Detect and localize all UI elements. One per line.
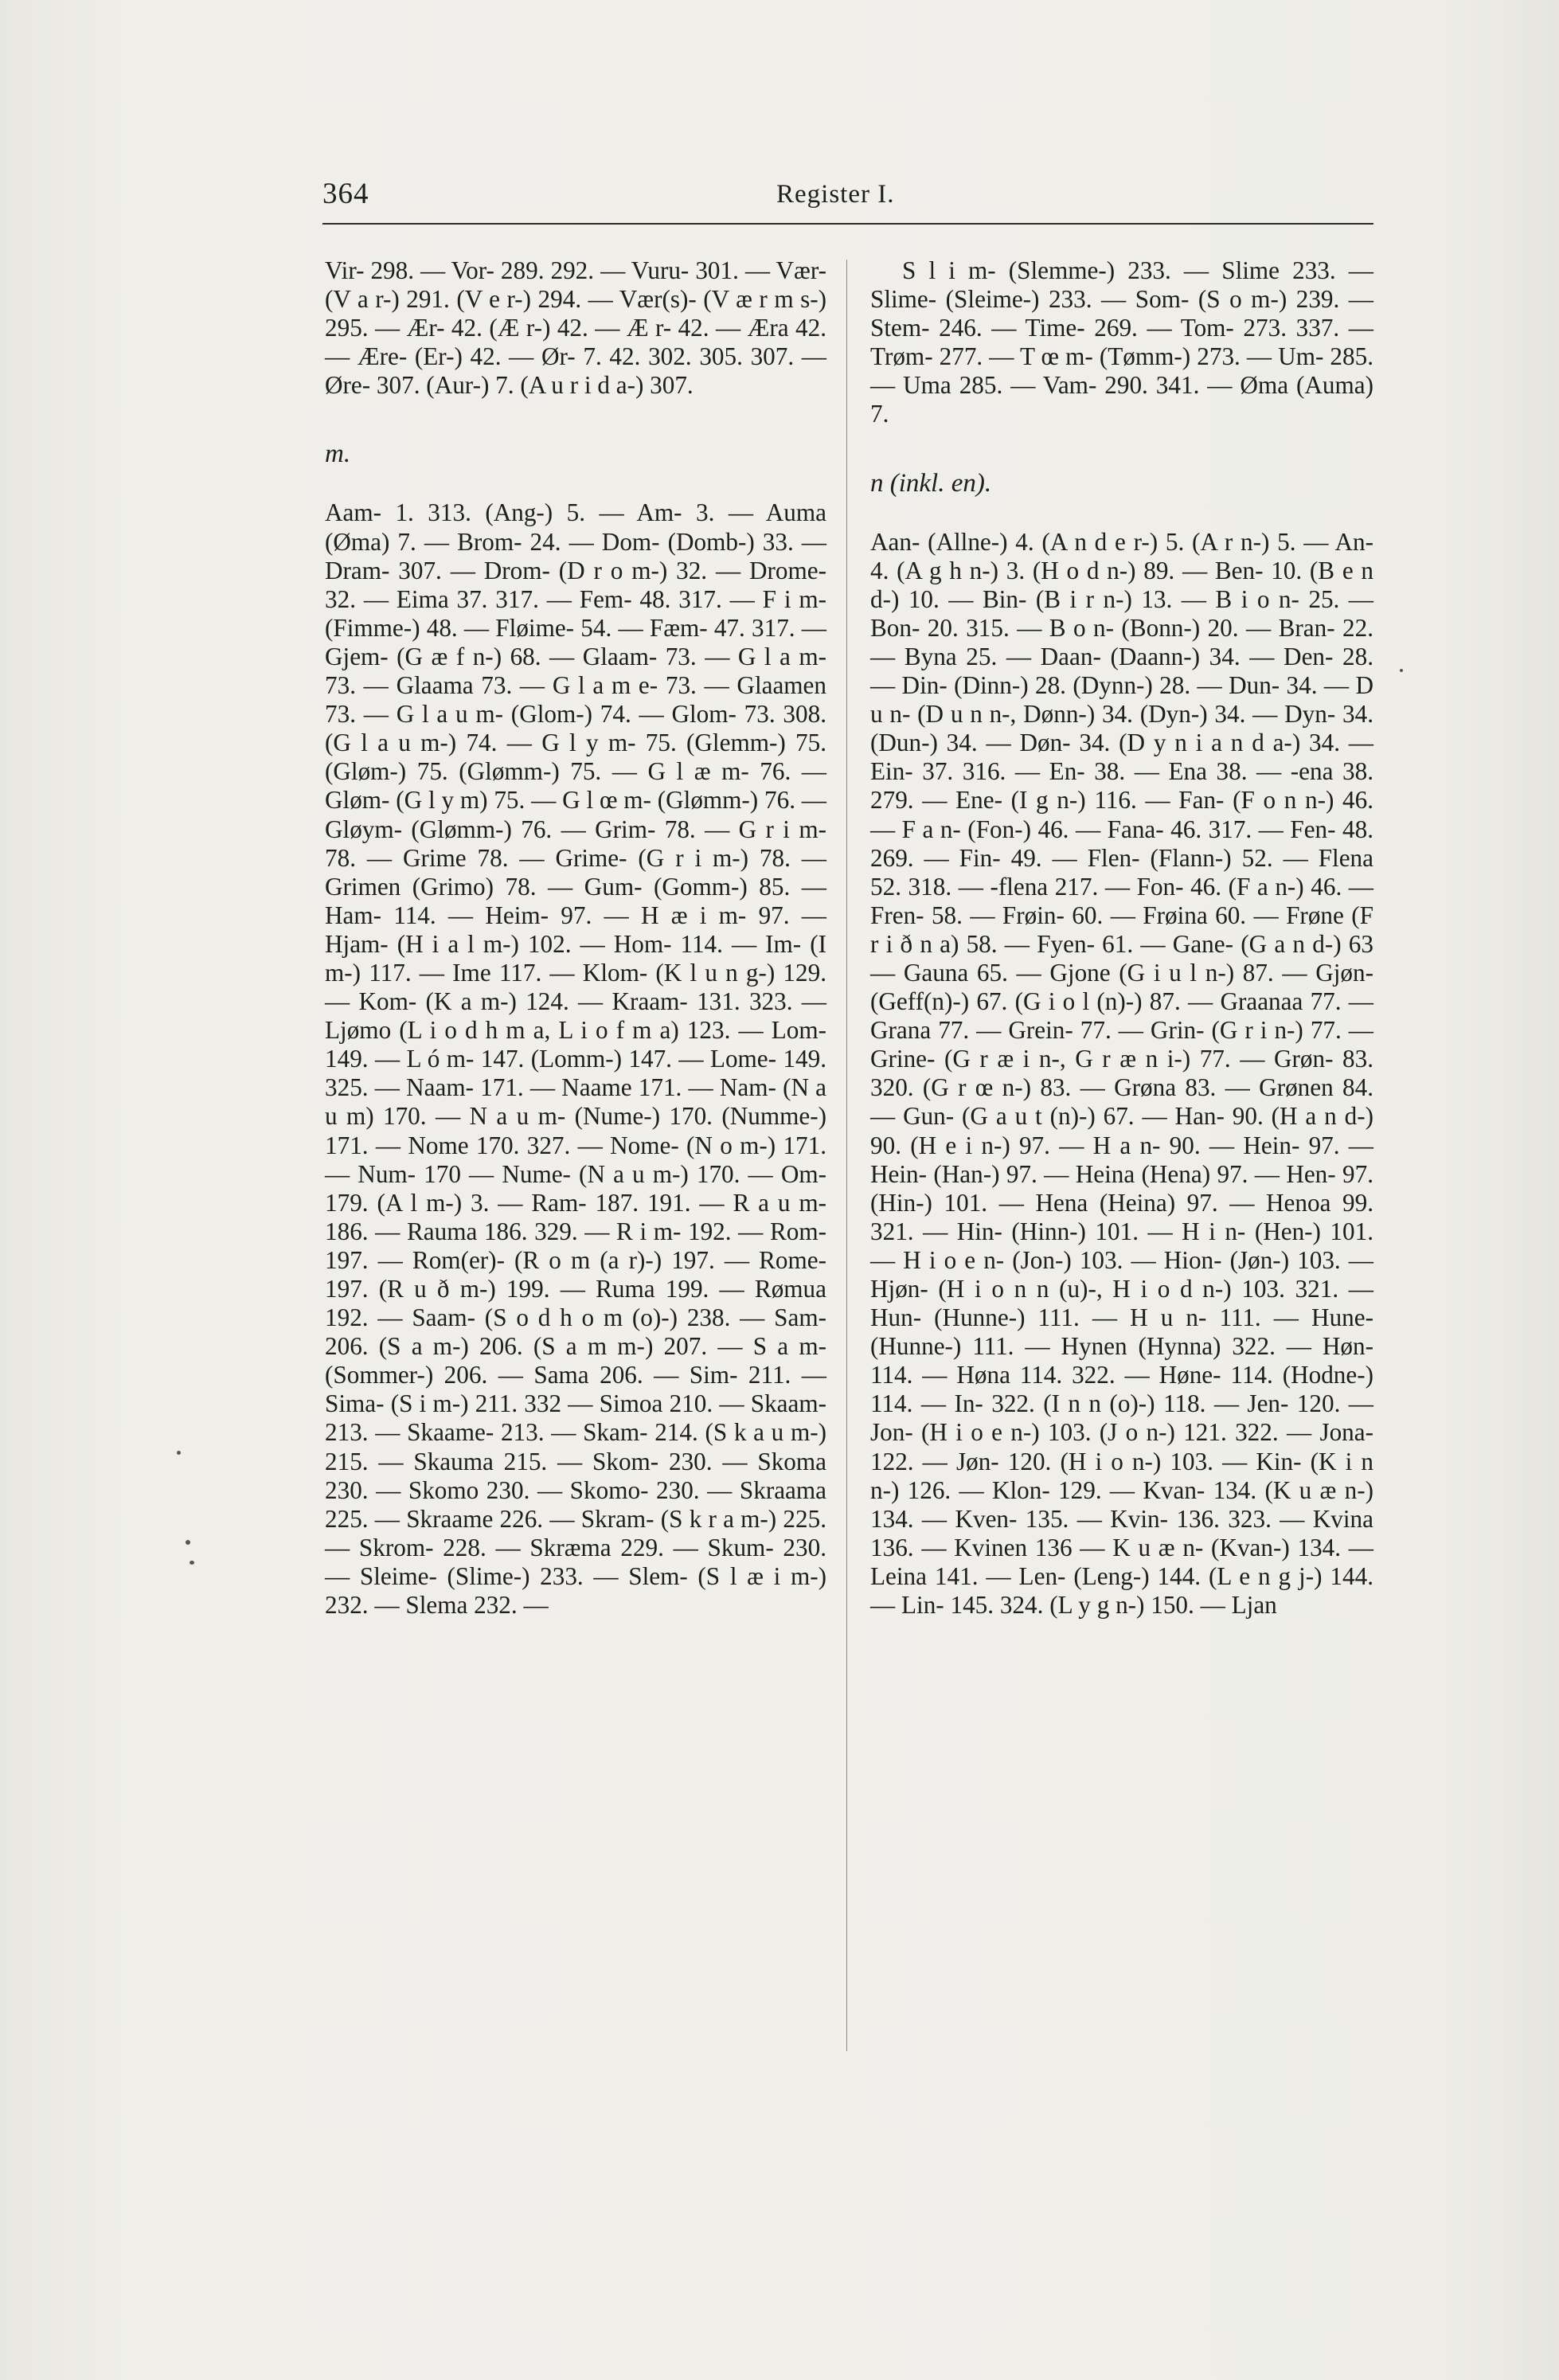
page-number: 364: [322, 178, 369, 210]
paper-speck: [1400, 669, 1403, 672]
page-header: [322, 177, 1373, 221]
section-heading-m: m.: [325, 440, 351, 469]
header-rule: [322, 223, 1373, 225]
paper-speck: [190, 1561, 194, 1565]
right-column-body: Aan- (Allne-) 4. (A n d e r-) 5. (A r n-) 5. — An- 4. (A g h n-) 3. (H o d n-) 89. — Ben- 10. (B e n d-) 10. — Bin- (B i r n-) 13. — B i o n- 25. — Bon- 20. 315. — B o n- (Bonn-) 20. — Bran- 22. — Byna 25. — Daan- (Daann-) 34. — Den- 28. — Din- (Dinn-) 28. (Dynn-) 28. — Dun- 34. — D u n- (D u n n-, Dønn-) 34. (Dyn-) 34. — Dyn- 34. (Dun-) 34. — Døn- 34. (D y n i a n d a-) 34. — Ein- 37. 316. — En- 38. — Ena 38. — -ena 38. 279. — Ene- (I g n-) 116. — Fan- (F o n n-) 46. — F a n- (Fon-) 46. — Fana- 46. 317. — Fen- 48. 269. — Fin- 49. — Flen- (Flann-) 52. — Flena 52. 318. — -flena 217. — Fon- 46. (F a n-) 46. — Fren- 58. — Frøin- 60. — Frøina 60. — Frøne (F r i ð n a) 58. — Fyen- 61. — Gane- (G a n d-) 63 — Gauna 65. — Gjone (G i u l n-) 87. — Gjøn- (Geff(n)-) 67. (G i o l (n)-) 87. — Graanaa 77. — Grana 77. — Grein- 77. — Grin- (G r i n-) 77. — Grine- (G r æ i n-, G r æ n i-) 77. — Grøn- 83. 320. (G r œ n-) 83. — Grøna 83. — Grønen 84. — Gun- (G a u t (n)-) 67. — Han- 90. (H a n d-) 90. (H e i n-) 97. — H a n- 90. — Hein- 97. — Hein- (Han-) 97. — Heina (Hena) 97. — Hen- 97. (Hin-) 101. — Hena (Heina) 97. — Henoa 99. 321. — Hin- (Hinn-) 101. — H i n- (Hen-) 101. — H i o e n- (Jon-) 103. — Hion- (Jøn-) 103. — Hjøn- (H i o n n (u)-, H i o d n-) 103. 321. — Hun- (Hunne-) 111. — H u n- 111. — Hune- (Hunne-) 111. — Hynen (Hynna) 322. — Høn- 114. — Høna 114. 322. — Høne- 114. (Hodne-) 114. — In- 322. (I n n (o)-) 118. — Jen- 120. — Jon- (H i o e n-) 103. (J o n-) 121. 322. — Jona- 122. — Jøn- 120. (H i o n-) 103. — Kin- (K i n n-) 126. — Klon- 129. — Kvan- 134. (K u æ n-) 134. — Kven- 135. — Kvin- 136. 323. — Kvina 136. — Kvinen 136 — K u æ n- (Kvan-) 134. — Leina 141. — Len- (Leng-) 144. (L e n g j-) 144. — Lin- 145. 324. (L y g n-) 150. — Ljan: [870, 527, 1373, 1620]
right-column: [870, 256, 1373, 1620]
column-divider: [846, 260, 847, 2051]
left-column-intro: Vir- 298. — Vor- 289. 292. — Vuru- 301. — Vær- (V a r-) 291. (V e r-) 294. — Vær(s)- (V æ r m s-) 295. — Ær- 42. (Æ r-) 42. — Æ r- 42. — Æra 42. — Ære- (Er-) 42. — Ør- 7. 42. 302. 305. 307. — Øre- 307. (Aur-) 7. (A u r i d a-) 307.: [325, 256, 826, 400]
right-column-intro: S l i m- (Slemme-) 233. — Slime 233. — Slime- (Sleime-) 233. — Som- (S o m-) 239. — Stem- 246. — Time- 269. — Tom- 273. 337. — Trøm- 277. — T œ m- (Tømm-) 273. — Um- 285. — Uma 285. — Vam- 290. 341. — Øma (Auma) 7.: [870, 256, 1373, 428]
paper-speck: [177, 1451, 181, 1455]
paper-speck: [186, 1540, 190, 1545]
section-heading-n: n (inkl. en).: [870, 468, 992, 498]
left-column: [325, 256, 826, 1620]
left-column-body: Aam- 1. 313. (Ang-) 5. — Am- 3. — Auma (Øma) 7. — Brom- 24. — Dom- (Domb-) 33. — Dram- 307. — Drom- (D r o m-) 32. — Drome- 32. — Eima 37. 317. — Fem- 48. 317. — F i m- (Fimme-) 48. — Fløime- 54. — Fæm- 47. 317. — Gjem- (G æ f n-) 68. — Glaam- 73. — G l a m- 73. — Glaama 73. — G l a m e- 73. — Glaamen 73. — G l a u m- (Glom-) 74. — Glom- 73. 308. (G l a u m-) 74. — G l y m- 75. (Glemm-) 75. (Gløm-) 75. (Glømm-) 75. — G l æ m- 76. — Gløm- (G l y m) 75. — G l œ m- (Glømm-) 76. — Gløym- (Glømm-) 76. — Grim- 78. — G r i m- 78. — Grime 78. — Grime- (G r i m-) 78. — Grimen (Grimo) 78. — Gum- (Gomm-) 85. — Ham- 114. — Heim- 97. — H æ i m- 97. — Hjam- (H i a l m-) 102. — Hom- 114. — Im- (I m-) 117. — Ime 117. — Klom- (K l u n g-) 129. — Kom- (K a m-) 124. — Kraam- 131. 323. — Ljømo (L i o d h m a, L i o f m a) 123. — Lom- 149. — L ó m- 147. (Lomm-) 147. — Lome- 149. 325. — Naam- 171. — Naame 171. — Nam- (N a u m) 170. — N a u m- (Nume-) 170. (Numme-) 171. — Nome 170. 327. — Nome- (N o m-) 171. — Num- 170 — Nume- (N a u m-) 170. — Om- 179. (A l m-) 3. — Ram- 187. 191. — R a u m- 186. — Rauma 186. 329. — R i m- 192. — Rom- 197. — Rom(er)- (R o m (a r)-) 197. — Rome- 197. (R u ð m-) 199. — Ruma 199. — Rømua 192. — Saam- (S o d h o m (o)-) 238. — Sam- 206. (S a m-) 206. (S a m m-) 207. — S a m- (Sommer-) 206. — Sama 206. — Sim- 211. — Sima- (S i m-) 211. 332 — Simoa 210. — Skaam- 213. — Skaame- 213. — Skam- 214. (S k a u m-) 215. — Skauma 215. — Skom- 230. — Skoma 230. — Skomo 230. — Skomo- 230. — Skraama 225. — Skraame 226. — Skram- (S k r a m-) 225. — Skrom- 228. — Skræma 229. — Skum- 230. — Sleime- (Slime-) 233. — Slem- (S l æ i m-) 232. — Slema 232. —: [325, 498, 826, 1620]
running-head: Register I.: [776, 180, 895, 209]
